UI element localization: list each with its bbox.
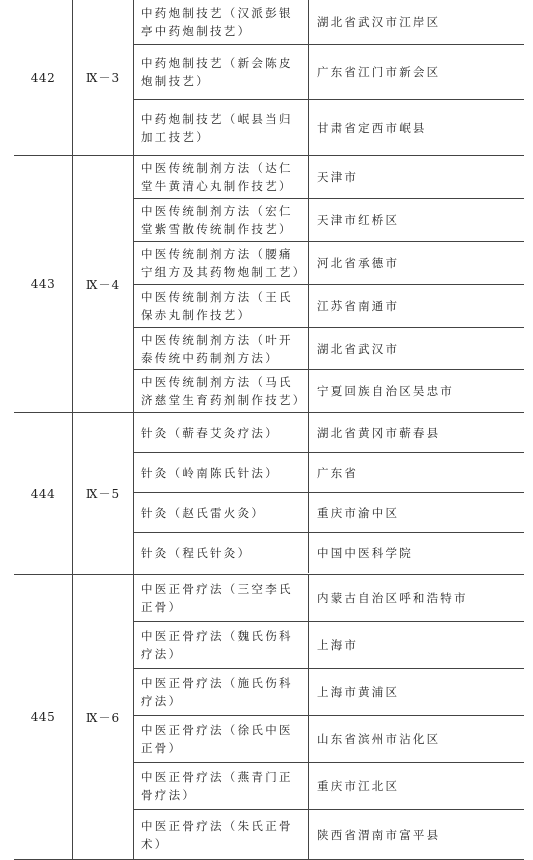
group-rows <box>134 0 524 155</box>
table-row <box>134 156 524 199</box>
table-group-442 <box>14 0 524 156</box>
applicant-region: 江苏省南通市 <box>317 299 400 313</box>
applicant-region: 广东省 <box>317 465 359 480</box>
project-name: 中医传统制剂方法（达仁堂牛黄清心丸制作技艺） <box>134 156 309 198</box>
applicant-region: 天津市 <box>317 170 359 184</box>
applicant-region: 河北省承德市 <box>317 256 400 270</box>
item-number: 443 <box>14 156 73 412</box>
table-row <box>134 493 524 533</box>
table-row <box>134 242 524 285</box>
project-name: 中医传统制剂方法（腰痛宁组方及其药物炮制工艺） <box>134 242 309 284</box>
applicant-region: 中国中医科学院 <box>317 546 413 560</box>
table-row <box>134 370 524 412</box>
table-row <box>134 453 524 493</box>
table-group-445 <box>14 575 524 860</box>
project-name: 中医正骨疗法（朱氏正骨术） <box>134 810 309 859</box>
project-name: 针灸（赵氏雷火灸） <box>134 493 309 532</box>
table-row <box>134 100 524 155</box>
applicant-region: 天津市红桥区 <box>317 213 400 227</box>
project-name: 中药炮制技艺（岷县当归加工技艺） <box>134 100 309 155</box>
project-name: 中医正骨疗法（魏氏伤科疗法） <box>134 622 309 668</box>
item-number: 445 <box>14 575 73 859</box>
applicant-region: 湖北省武汉市 <box>317 341 400 356</box>
table-row <box>134 763 524 810</box>
applicant-region: 重庆市江北区 <box>317 779 400 793</box>
project-name: 针灸（程氏针灸） <box>134 533 309 573</box>
applicant-region: 湖北省黄冈市蕲春县 <box>317 425 441 440</box>
category-code: Ⅸ－6 <box>73 575 134 859</box>
table-row <box>134 669 524 716</box>
applicant-region: 宁夏回族自治区吴忠市 <box>317 384 454 398</box>
item-number: 444 <box>14 413 73 574</box>
table-row <box>134 328 524 370</box>
project-name: 中医传统制剂方法（宏仁堂紫雪散传统制作技艺） <box>134 199 309 241</box>
category-code: Ⅸ－3 <box>73 0 134 155</box>
project-name: 中医正骨疗法（燕青门正骨疗法） <box>134 763 309 809</box>
table-row <box>134 575 524 622</box>
category-code: Ⅸ－4 <box>73 156 134 412</box>
group-rows <box>134 156 524 412</box>
applicant-region: 上海市黄浦区 <box>317 685 400 699</box>
applicant-region: 湖北省武汉市江岸区 <box>317 15 441 29</box>
group-rows <box>134 575 524 859</box>
table-group-444 <box>14 413 524 575</box>
applicant-region: 上海市 <box>317 638 359 652</box>
table-group-443 <box>14 156 524 413</box>
project-name: 中医正骨疗法（施氏伤科疗法） <box>134 669 309 715</box>
table-row <box>134 0 524 45</box>
project-name: 中药炮制技艺（新会陈皮炮制技艺） <box>134 45 309 99</box>
table-row <box>134 810 524 859</box>
table-row <box>134 716 524 763</box>
project-name: 中医正骨疗法（三空李氏正骨） <box>134 575 309 621</box>
item-number: 442 <box>14 0 73 155</box>
group-rows <box>134 413 524 574</box>
table-row <box>134 413 524 453</box>
table-row <box>134 199 524 242</box>
table-row <box>134 45 524 100</box>
project-name: 中医传统制剂方法（王氏保赤丸制作技艺） <box>134 285 309 327</box>
table-row <box>134 622 524 669</box>
applicant-region: 山东省滨州市沾化区 <box>317 732 441 746</box>
project-name: 针灸（蕲春艾灸疗法） <box>134 413 309 452</box>
applicant-region: 广东省江门市新会区 <box>317 65 441 79</box>
heritage-table <box>14 0 524 860</box>
project-name: 中药炮制技艺（汉派彭银亭中药炮制技艺） <box>134 0 309 44</box>
project-name: 中医正骨疗法（徐氏中医正骨） <box>134 716 309 762</box>
applicant-region: 内蒙古自治区呼和浩特市 <box>317 591 468 605</box>
category-code: Ⅸ－5 <box>73 413 134 574</box>
project-name: 中医传统制剂方法（马氏济慈堂生育药剂制作技艺） <box>134 370 309 412</box>
table-row <box>134 285 524 328</box>
project-name: 中医传统制剂方法（叶开泰传统中药制剂方法） <box>134 328 309 369</box>
applicant-region: 陕西省渭南市富平县 <box>317 827 441 842</box>
project-name: 针灸（岭南陈氏针法） <box>134 453 309 492</box>
applicant-region: 甘肃省定西市岷县 <box>317 120 427 135</box>
table-row <box>134 533 524 573</box>
applicant-region: 重庆市渝中区 <box>317 505 400 520</box>
